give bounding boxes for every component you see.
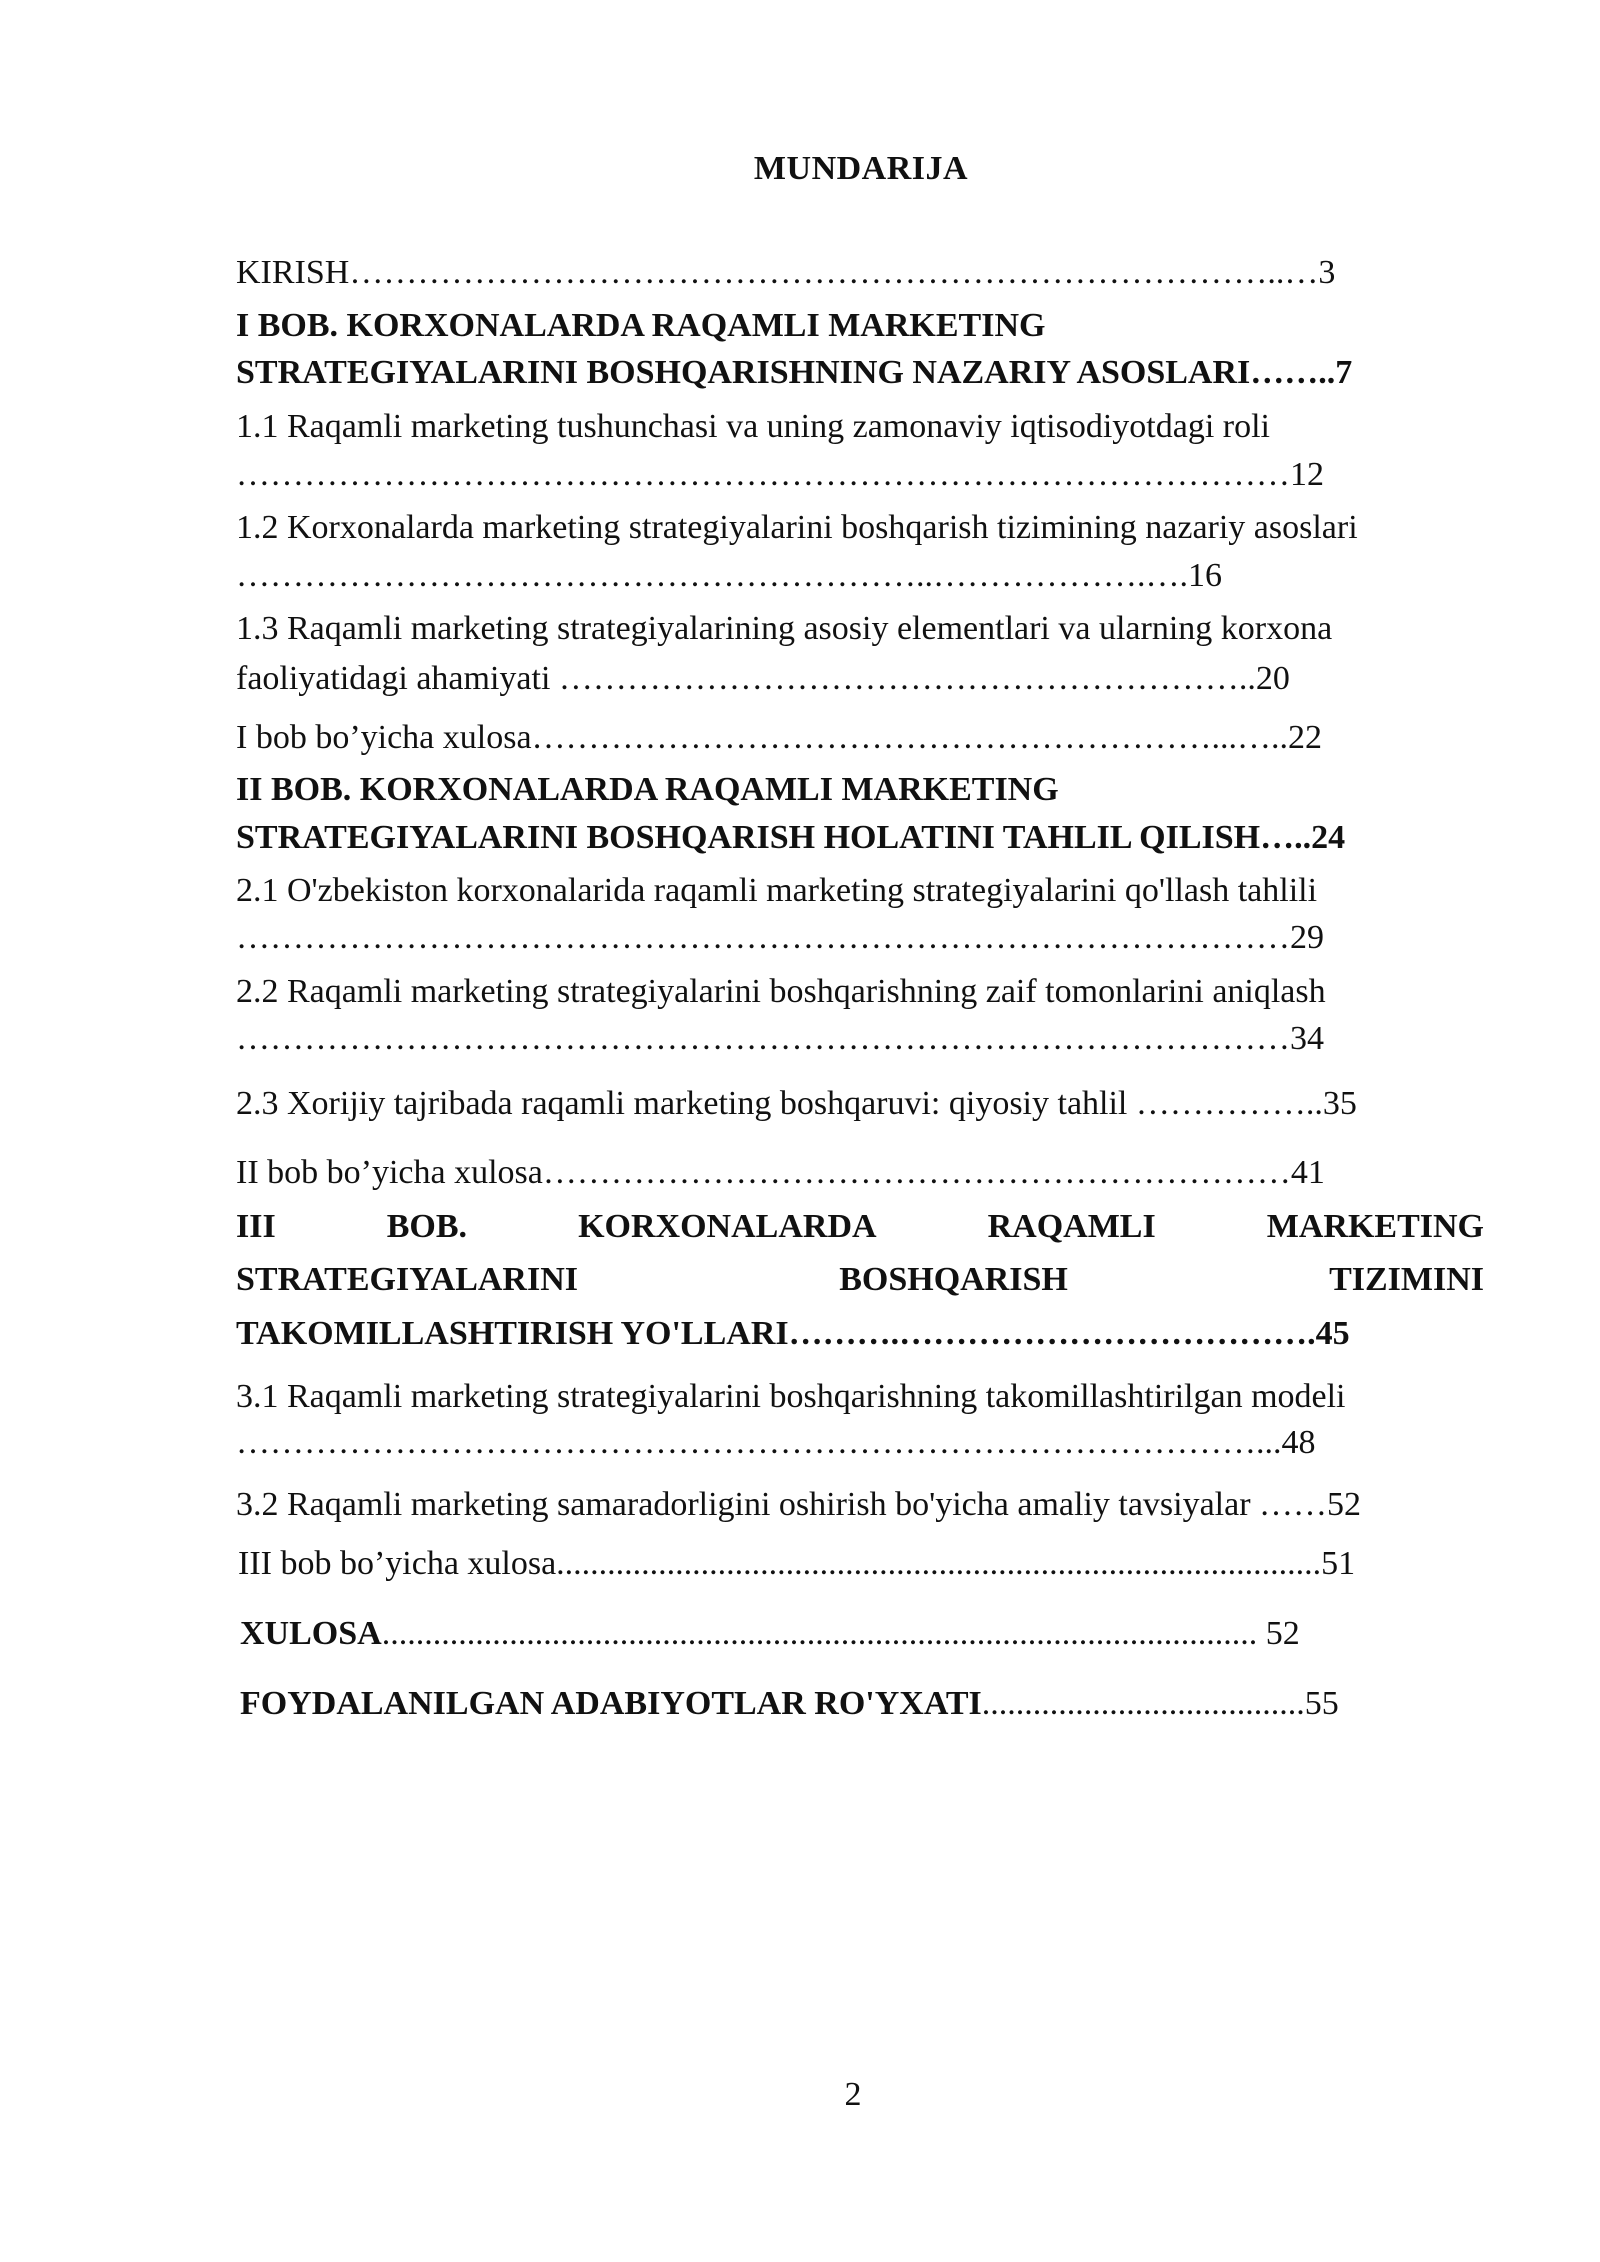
- toc-chapter-1-line-1[interactable]: I BOB. KORXONALARDA RAQAMLI MARKETING: [236, 307, 1046, 344]
- toc-entry-kirish[interactable]: KIRISH………………………………………………………………………..…3: [236, 254, 1336, 291]
- toc-section-2-3[interactable]: 2.3 Xorijiy tajribada raqamli marketing boshqaruvi: qiyosiy tahlil ……………..35: [236, 1085, 1357, 1122]
- chapter-3-word: KORXONALARDA: [578, 1208, 877, 1245]
- toc-section-2-1-title[interactable]: 2.1 O'zbekiston korxonalarida raqamli marketing strategiyalarini qo'llash tahlili: [236, 872, 1318, 909]
- toc-section-1-3-line-1[interactable]: 1.3 Raqamli marketing strategiyalarining asosiy elementlari va ularning korxona: [236, 610, 1333, 647]
- chapter-3-word: BOSHQARISH: [839, 1261, 1068, 1298]
- chapter-3-word: MARKETING: [1266, 1208, 1484, 1245]
- toc-section-1-1-title[interactable]: 1.1 Raqamli marketing tushunchasi va uning zamonaviy iqtisodiyotdagi roli: [236, 408, 1270, 445]
- bibliography-label: FOYDALANILGAN ADABIYOTLAR RO'YXATI: [240, 1685, 982, 1722]
- toc-section-1-3-line-2[interactable]: faoliyatidagi ahamiyati ……………………………………………………..20: [236, 660, 1290, 697]
- toc-section-2-2-dots[interactable]: …………………………………………………………………………………34: [236, 1020, 1324, 1057]
- toc-section-3-1-dots[interactable]: ………………………………………………………………………………...48: [236, 1424, 1316, 1461]
- toc-chapter-1-line-2[interactable]: STRATEGIYALARINI BOSHQARISHNING NAZARIY ASOSLARI……..7: [236, 354, 1353, 391]
- toc-entry-xulosa[interactable]: [240, 1614, 1488, 1654]
- chapter-3-word: STRATEGIYALARINI: [236, 1261, 578, 1298]
- page-number: 2: [844, 2076, 862, 2113]
- toc-chapter-1-conclusion[interactable]: I bob bo’yicha xulosa……………………………………………………...…..22: [236, 719, 1323, 756]
- toc-chapter-3-line-3[interactable]: TAKOMILLASHTIRISH YO'LLARI……….……………………………….45: [236, 1315, 1350, 1352]
- toc-section-1-2-title[interactable]: 1.2 Korxonalarda marketing strategiyalarini boshqarish tizimining nazariy asoslari: [236, 509, 1358, 546]
- xulosa-leader: ....................................................................................................... 52: [381, 1615, 1300, 1652]
- toc-entry-bibliography[interactable]: [240, 1684, 1488, 1724]
- toc-section-1-1-dots[interactable]: …………………………………………………………………………………12: [236, 456, 1324, 493]
- toc-chapter-2-line-1[interactable]: II BOB. KORXONALARDA RAQAMLI MARKETING: [236, 771, 1059, 808]
- page-title: MUNDARIJA: [753, 150, 969, 187]
- toc-chapter-2-line-2[interactable]: STRATEGIYALARINI BOSHQARISH HOLATINI TAHLIL QILISH…..24: [236, 819, 1346, 856]
- toc-chapter-3-conclusion[interactable]: III bob bo’yicha xulosa..........................................................................................51: [238, 1545, 1356, 1582]
- bibliography-leader: ......................................55: [981, 1685, 1339, 1722]
- toc-chapter-3-line-2[interactable]: [236, 1260, 1484, 1300]
- toc-chapter-3-line-1[interactable]: [236, 1207, 1484, 1247]
- chapter-3-word: III: [236, 1208, 276, 1245]
- chapter-3-word: TIZIMINI: [1329, 1261, 1484, 1298]
- toc-section-2-1-dots[interactable]: …………………………………………………………………………………29: [236, 919, 1324, 956]
- xulosa-label: XULOSA: [240, 1615, 382, 1652]
- toc-chapter-2-conclusion[interactable]: II bob bo’yicha xulosa…………………………………………………………41: [236, 1154, 1325, 1191]
- toc-section-1-2-dots[interactable]: ……………………………………………………..……………….….16: [236, 557, 1222, 594]
- chapter-3-word: RAQAMLI: [987, 1208, 1156, 1245]
- toc-section-3-1-title[interactable]: 3.1 Raqamli marketing strategiyalarini boshqarishning takomillashtirilgan modeli: [236, 1378, 1346, 1415]
- toc-section-2-2-title[interactable]: 2.2 Raqamli marketing strategiyalarini boshqarishning zaif tomonlarini aniqlash: [236, 973, 1326, 1010]
- toc-section-3-2[interactable]: 3.2 Raqamli marketing samaradorligini oshirish bo'yicha amaliy tavsiyalar ……52: [236, 1486, 1362, 1523]
- chapter-3-word: BOB.: [386, 1208, 468, 1245]
